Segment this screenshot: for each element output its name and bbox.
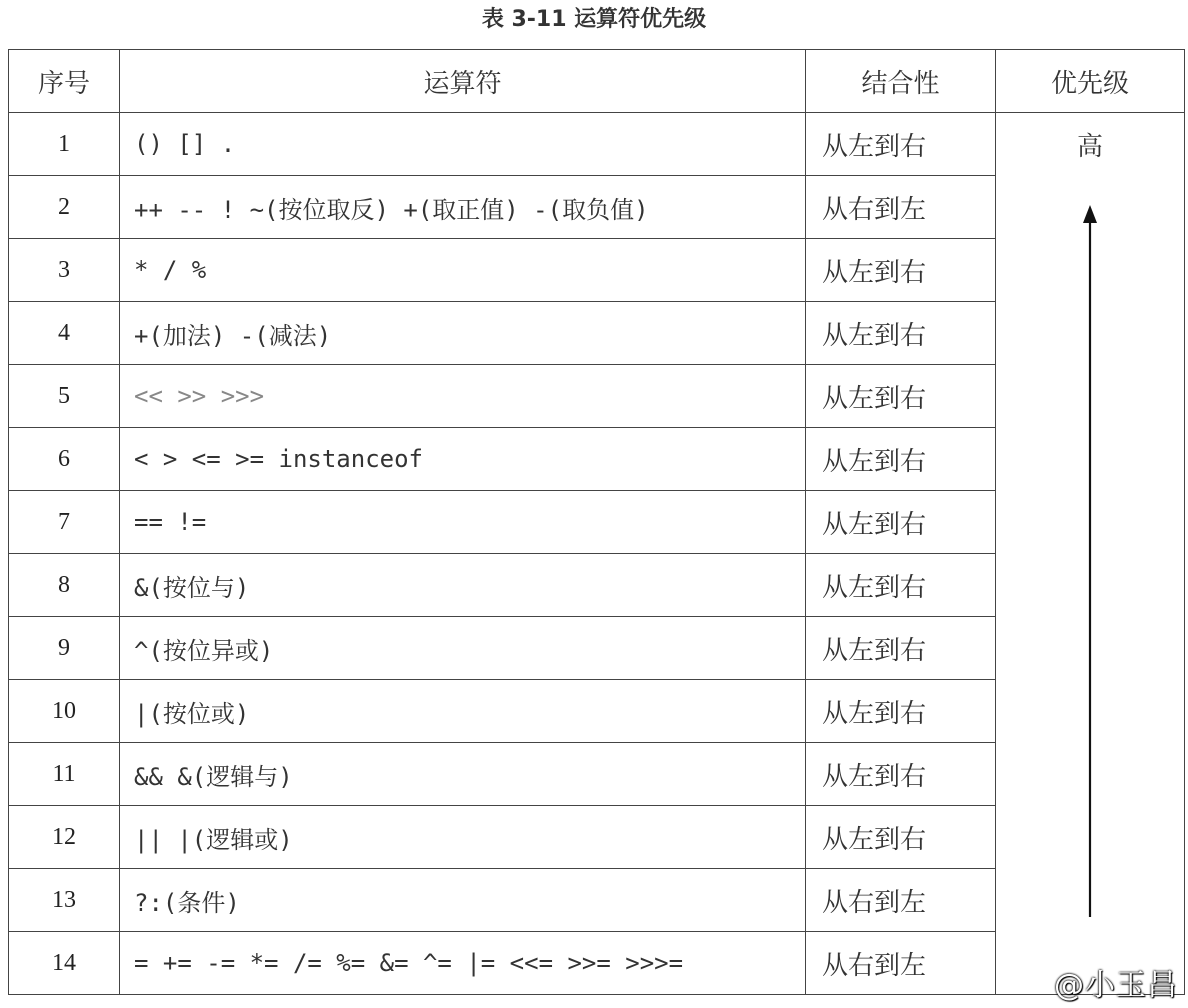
header-associativity: 结合性 bbox=[806, 50, 996, 113]
table-row bbox=[9, 932, 1185, 995]
table-row bbox=[9, 680, 1185, 743]
header-index: 序号 bbox=[9, 50, 120, 113]
row-operator: == != bbox=[120, 491, 806, 554]
table-row bbox=[9, 617, 1185, 680]
row-operator: ++ -- ! ~(按位取反) +(取正值) -(取负值) bbox=[120, 176, 806, 239]
row-index: 10 bbox=[9, 680, 120, 743]
table-row bbox=[9, 491, 1185, 554]
row-operator: &(按位与) bbox=[120, 554, 806, 617]
row-associativity: 从左到右 bbox=[806, 806, 996, 869]
header-operator: 运算符 bbox=[120, 50, 806, 113]
row-associativity: 从右到左 bbox=[806, 176, 996, 239]
table-row bbox=[9, 365, 1185, 428]
row-index: 4 bbox=[9, 302, 120, 365]
row-index: 2 bbox=[9, 176, 120, 239]
row-index: 8 bbox=[9, 554, 120, 617]
row-index: 3 bbox=[9, 239, 120, 302]
row-associativity: 从左到右 bbox=[806, 617, 996, 680]
table-row bbox=[9, 428, 1185, 491]
row-operator: && &(逻辑与) bbox=[120, 743, 806, 806]
table-row bbox=[9, 302, 1185, 365]
row-associativity: 从左到右 bbox=[806, 428, 996, 491]
row-index: 9 bbox=[9, 617, 120, 680]
row-associativity: 从左到右 bbox=[806, 365, 996, 428]
table-row bbox=[9, 869, 1185, 932]
row-index: 1 bbox=[9, 113, 120, 176]
row-associativity: 从左到右 bbox=[806, 239, 996, 302]
header-priority: 优先级 bbox=[996, 50, 1185, 113]
row-associativity: 从左到右 bbox=[806, 554, 996, 617]
row-operator: = += -= *= /= %= &= ^= |= <<= >>= >>>= bbox=[120, 932, 806, 995]
row-operator: |(按位或) bbox=[120, 680, 806, 743]
row-operator: << >> >>> bbox=[120, 365, 806, 428]
table-row bbox=[9, 176, 1185, 239]
row-associativity: 从左到右 bbox=[806, 302, 996, 365]
table-row bbox=[9, 113, 1185, 176]
row-index: 7 bbox=[9, 491, 120, 554]
table-row bbox=[9, 743, 1185, 806]
table-header-row bbox=[9, 50, 1185, 113]
row-index: 5 bbox=[9, 365, 120, 428]
row-operator: ?:(条件) bbox=[120, 869, 806, 932]
row-operator: * / % bbox=[120, 239, 806, 302]
table-row bbox=[9, 239, 1185, 302]
row-associativity: 从左到右 bbox=[806, 743, 996, 806]
table-row bbox=[9, 554, 1185, 617]
row-associativity: 从右到左 bbox=[806, 932, 996, 995]
table-caption: 表 3-11 运算符优先级 bbox=[481, 7, 707, 32]
row-operator: < > <= >= instanceof bbox=[120, 428, 806, 491]
priority-arrow-up-icon bbox=[1078, 205, 1102, 925]
row-index: 13 bbox=[9, 869, 120, 932]
row-operator: || |(逻辑或) bbox=[120, 806, 806, 869]
row-index: 14 bbox=[9, 932, 120, 995]
row-operator: () [] . bbox=[120, 113, 806, 176]
row-index: 11 bbox=[9, 743, 120, 806]
priority-high-label: 高 bbox=[996, 113, 1185, 176]
row-associativity: 从右到左 bbox=[806, 869, 996, 932]
row-associativity: 从左到右 bbox=[806, 113, 996, 176]
row-index: 6 bbox=[9, 428, 120, 491]
table-row bbox=[9, 806, 1185, 869]
row-associativity: 从左到右 bbox=[806, 491, 996, 554]
row-operator: +(加法) -(减法) bbox=[120, 302, 806, 365]
row-index: 12 bbox=[9, 806, 120, 869]
operator-precedence-table bbox=[8, 49, 1185, 995]
watermark: @小玉昌 bbox=[1054, 968, 1178, 1003]
row-associativity: 从左到右 bbox=[806, 680, 996, 743]
row-operator: ^(按位异或) bbox=[120, 617, 806, 680]
